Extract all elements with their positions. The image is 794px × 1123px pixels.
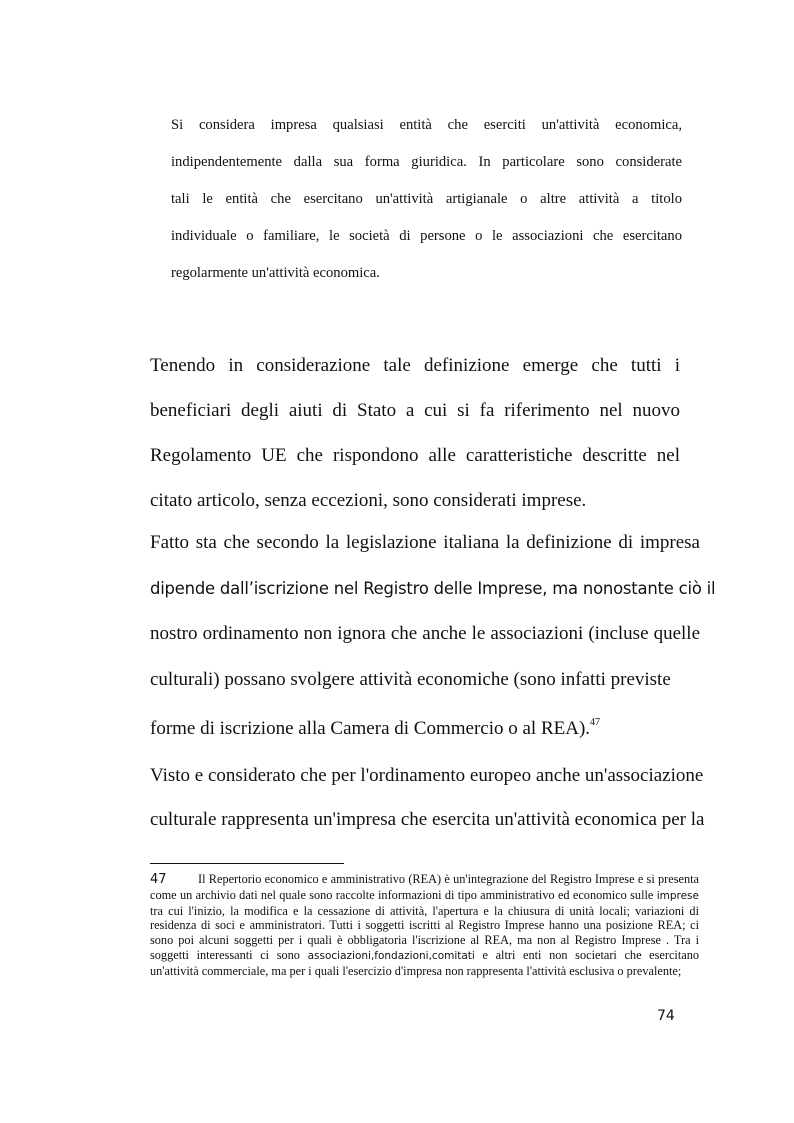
paragraph-line: culturali) possano svolgere attività economiche (sono infatti previste	[150, 668, 671, 690]
footnote-text: tra cui l'inizio, la modifica e la cessazione di attività, l'apertura e la chiusura di unità locali; variazioni di residenza di soci e amministratori. Tutti i soggetti iscritti al Registro Imprese hanno una posizione REA; ci sono poi alcuni soggetti per i quali è obbligatoria l'iscrizione al REA, ma non al Registro Imprese . Tra i soggetti interessanti ci sono	[150, 903, 699, 962]
paragraph-line: Fatto sta che secondo la legislazione italiana la definizione di impresa	[150, 532, 700, 553]
page-number: 74	[657, 1008, 675, 1024]
footnote-text: associazioni,fondazioni,comitati	[307, 949, 475, 962]
footnote-number: 47	[150, 872, 167, 887]
paragraph-line: beneficiari degli aiuti di Stato a cui si fa riferimento nel nuovo	[150, 400, 680, 421]
paragraph-line: Regolamento UE che rispondono alle caratteristiche descritte nel	[150, 445, 680, 466]
quote-line: tali le entità che esercitano un'attività artigianale o altre attività a titolo	[171, 191, 682, 207]
paragraph-line: dipende dall’iscrizione nel Registro delle Imprese, ma nonostante ciò il	[150, 578, 716, 598]
footnote-text: Il Repertorio economico e amministrativo (REA) è un'integrazione del Registro Imprese e si presenta come un archivio dati nel quale sono raccolte informazioni di tipo amministrativo ed economico sulle	[150, 872, 699, 902]
footnote-text: imprese	[656, 889, 699, 902]
paragraph-line	[150, 706, 700, 752]
paragraph-line-text: forme di iscrizione alla Camera di Commercio o al REA).	[150, 718, 591, 739]
quoted-definition	[171, 107, 682, 292]
paragraph-1	[150, 343, 680, 523]
quote-line: regolarmente un'attività economica.	[171, 265, 380, 281]
quote-line: indipendentemente dalla sua forma giuridica. In particolare sono considerate	[171, 154, 682, 170]
paragraph-line: citato articolo, senza eccezioni, sono considerati imprese.	[150, 490, 587, 511]
footnote-text: e altri enti non societari che esercitano un'attività commerciale, ma per i quali l'esercizio d'impresa non rappresenta l'attività esclusiva o prevalente;	[150, 947, 699, 978]
footnote-separator	[150, 863, 344, 864]
footnote	[150, 872, 699, 979]
paragraph-line: culturale rappresenta un'impresa che esercita un'attività economica per la	[150, 809, 705, 830]
paragraph-2	[150, 520, 716, 752]
quote-line: individuale o familiare, le società di persone o le associazioni che esercitano	[171, 228, 682, 244]
paragraph-line: Visto e considerato che per l'ordinamento europeo anche un'associazione	[150, 765, 704, 786]
footnote-reference[interactable]: 47	[590, 716, 601, 728]
paragraph-3	[150, 754, 705, 842]
paragraph-line: Tenendo in considerazione tale definizione emerge che tutti i	[150, 355, 680, 376]
quote-line: Si considera impresa qualsiasi entità che eserciti un'attività economica,	[171, 117, 682, 133]
paragraph-line: nostro ordinamento non ignora che anche le associazioni (incluse quelle	[150, 623, 700, 644]
